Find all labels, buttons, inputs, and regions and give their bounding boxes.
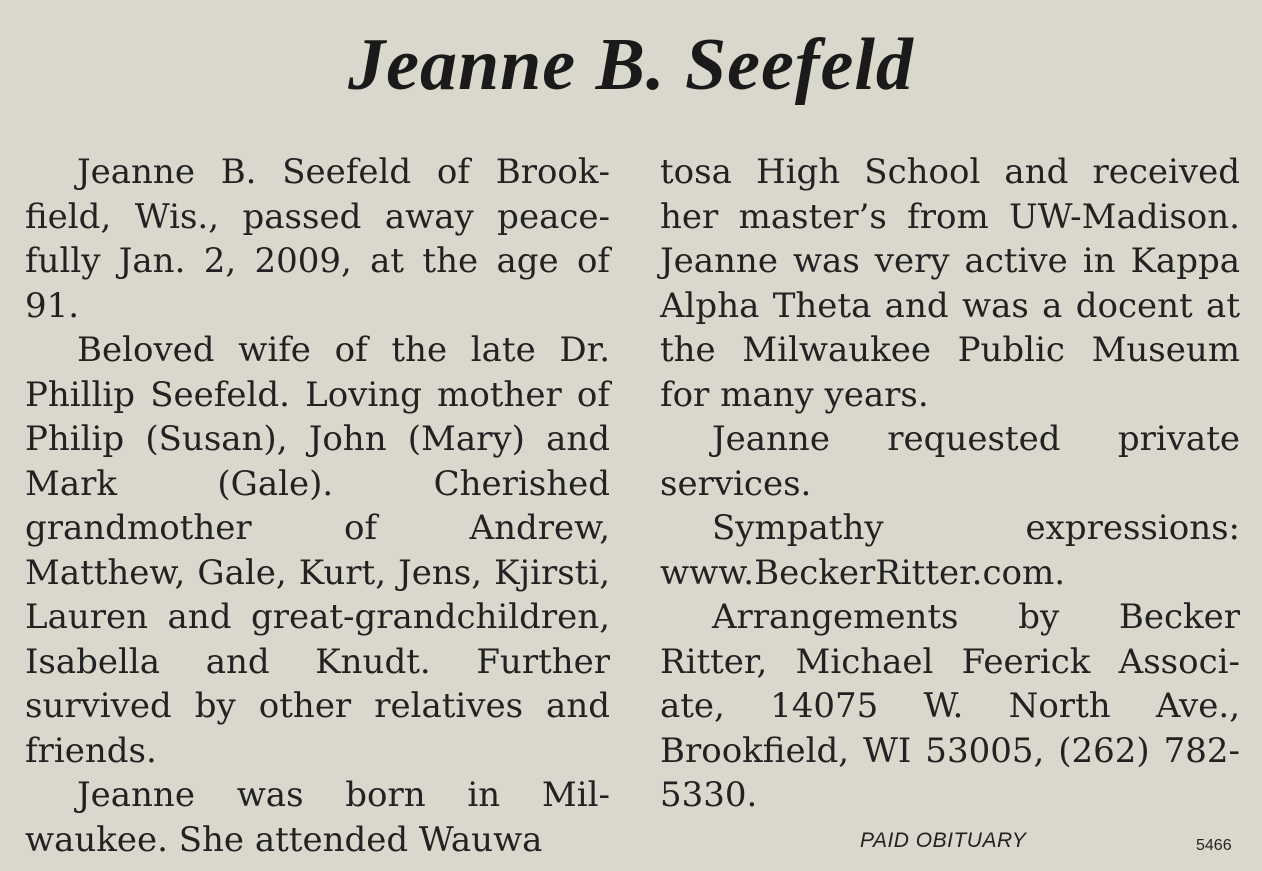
paragraph-biography-start: Jeanne was born in Milwaukee. She attended Wauwa <box>25 775 610 860</box>
paragraph-services: Jeanne requested private services. <box>660 419 1240 504</box>
paragraph-arrangements: Arrangements by Becker Ritter, Michael Feerick Associate, 14075 W. North Ave., Brookfield, WI 53005, (262) 782-5330. <box>660 597 1240 815</box>
paragraph-family: Beloved wife of the late Dr. Phillip Seefeld. Loving mother of Philip (Susan), John (Mary) and Mark (Gale). Cherished grandmother of Andrew, Matthew, Gale, Kurt, Jens, Kjirsti, Lauren and great-grandchildren, Isabella and Knudt. Further survived by other relatives and friends. <box>25 330 610 771</box>
paragraph-announcement: Jeanne B. Seefeld of Brookfield, Wis., passed away peacefully Jan. 2, 2009, at the age of 91. <box>25 152 610 326</box>
left-column <box>25 150 610 862</box>
paragraph-biography-continued: tosa High School and received her master’s from UW-Madison. Jeanne was very active in Kappa Alpha Theta and was a docent at the Milwaukee Public Museum for many years. <box>660 152 1240 415</box>
ad-code: 5466 <box>1196 837 1232 854</box>
obituary-title: Jeanne B. Seefeld <box>348 24 914 106</box>
right-column <box>660 150 1240 818</box>
paragraph-sympathy: Sympathy expressions: www.BeckerRitter.com. <box>660 508 1240 593</box>
paid-obituary-label: PAID OBITUARY <box>860 829 1027 852</box>
